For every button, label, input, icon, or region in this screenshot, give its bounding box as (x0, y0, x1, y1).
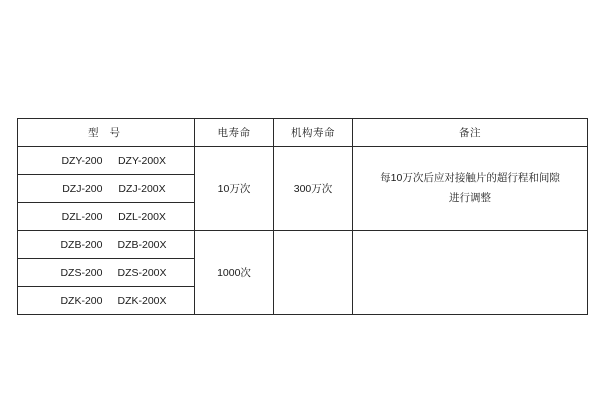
model-code-secondary: DZJ-200X (118, 182, 166, 195)
model-cell (18, 147, 195, 175)
table-row (18, 231, 588, 259)
model-code-secondary: DZB-200X (117, 238, 167, 251)
mechanical-life-cell (274, 231, 353, 315)
model-code-primary: DZS-200 (60, 266, 103, 279)
spec-table-container (17, 118, 583, 315)
model-cell (18, 231, 195, 259)
model-code-secondary: DZK-200X (117, 294, 167, 307)
model-code-secondary: DZL-200X (118, 210, 166, 223)
electrical-life-cell: 10万次 (195, 147, 274, 231)
model-cell (18, 259, 195, 287)
table-body (18, 147, 588, 315)
remark-line-2: 进行调整 (449, 191, 491, 204)
column-header-mechanical-life: 机构寿命 (274, 119, 353, 147)
mechanical-life-cell: 300万次 (274, 147, 353, 231)
model-code-primary: DZJ-200 (62, 182, 103, 195)
column-header-electrical-life: 电寿命 (195, 119, 274, 147)
model-code-primary: DZY-200 (61, 154, 103, 167)
remark-line-1: 每10万次后应对接触片的超行程和间隙 (380, 172, 560, 185)
table-header (18, 119, 588, 147)
model-cell (18, 287, 195, 315)
model-code-secondary: DZS-200X (117, 266, 167, 279)
model-cell (18, 175, 195, 203)
table-header-row (18, 119, 588, 147)
model-cell (18, 203, 195, 231)
column-header-model: 型 号 (18, 119, 195, 147)
table-row (18, 147, 588, 175)
specification-table (17, 118, 588, 315)
model-code-primary: DZK-200 (60, 294, 103, 307)
model-code-primary: DZB-200 (60, 238, 103, 251)
column-header-remark: 备注 (353, 119, 588, 147)
remark-cell (353, 231, 588, 315)
model-code-primary: DZL-200 (61, 210, 103, 223)
remark-cell (353, 147, 588, 231)
model-code-secondary: DZY-200X (117, 154, 167, 167)
electrical-life-cell: 1000次 (195, 231, 274, 315)
